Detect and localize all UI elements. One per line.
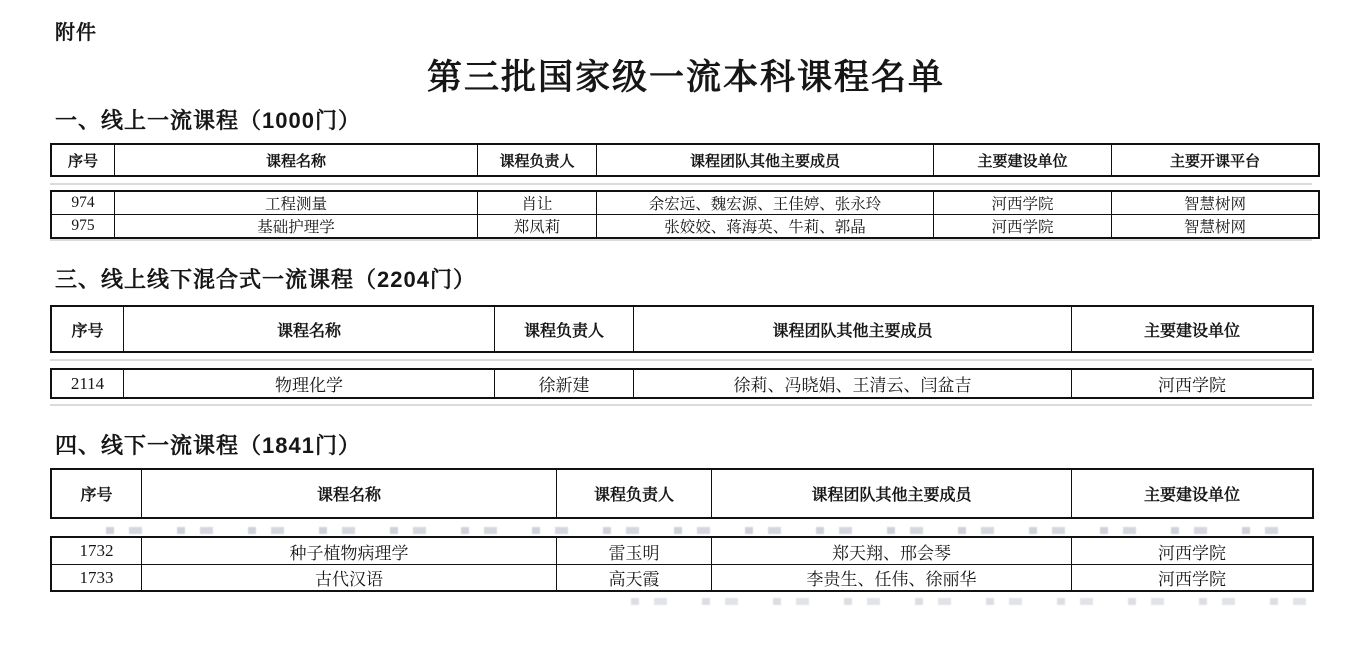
cropped-row-artifact	[620, 598, 1310, 605]
cell-team-members: 徐莉、冯晓娟、王清云、闫盆吉	[634, 370, 1072, 397]
table-row	[52, 564, 1312, 590]
cell-institution: 河西学院	[1158, 376, 1226, 395]
attachment-label: 附件	[55, 22, 97, 44]
cell-team-members: 郑天翔、邢会琴	[712, 538, 1072, 564]
section-4-heading: 四、线下一流课程（1841门）	[55, 433, 361, 458]
section-3-header-table	[50, 305, 1314, 353]
header-cell-platform: 主要开课平台	[1169, 152, 1260, 170]
table-header-row	[52, 145, 1318, 175]
cell-serial: 974	[52, 192, 115, 214]
header-cell-course-name: 课程名称	[142, 470, 557, 517]
page-break-artifact	[50, 404, 1312, 406]
page-break-artifact	[50, 239, 1312, 241]
section-1-data-table	[50, 190, 1320, 239]
table-row	[52, 370, 1312, 397]
cell-team-members: 张姣姣、蒋海英、牛莉、郭晶	[597, 214, 934, 237]
cell-platform: 智慧树网	[1112, 214, 1318, 237]
table-row	[52, 192, 1318, 214]
cell-institution: 河西学院	[1158, 543, 1226, 563]
header-cell-course-leader: 课程负责人	[478, 145, 597, 175]
header-cell-course-name: 课程名称	[124, 307, 495, 351]
header-cell-course-leader: 课程负责人	[495, 307, 634, 351]
table-header-row	[52, 470, 1312, 517]
cell-serial: 975	[52, 214, 115, 237]
cell-institution: 河西学院	[934, 214, 1112, 237]
cell-course-name: 物理化学	[124, 370, 495, 397]
header-cell-serial: 序号	[52, 307, 124, 351]
cell-institution: 河西学院	[1072, 564, 1312, 590]
header-cell-serial: 序号	[52, 470, 142, 517]
header-cell-team-members: 课程团队其他主要成员	[634, 307, 1072, 351]
cell-course-leader: 徐新建	[495, 370, 634, 397]
table-header-row	[52, 307, 1312, 351]
cell-serial: 2114	[52, 370, 124, 397]
cell-course-name: 古代汉语	[142, 564, 557, 590]
section-1-header-table	[50, 143, 1320, 177]
cell-serial: 1733	[52, 564, 142, 590]
header-cell-team-members: 课程团队其他主要成员	[712, 470, 1072, 517]
section-3-heading: 三、线上线下混合式一流课程（2204门）	[55, 267, 476, 292]
cell-serial: 1732	[52, 538, 142, 564]
header-cell-serial: 序号	[52, 145, 115, 175]
cell-course-name: 工程测量	[115, 192, 478, 214]
header-cell-course-leader: 课程负责人	[557, 470, 712, 517]
header-cell-course-name: 课程名称	[115, 145, 478, 175]
cell-course-leader: 高天霞	[557, 564, 712, 590]
cell-course-name: 种子植物病理学	[142, 538, 557, 564]
page-break-artifact	[50, 183, 1312, 185]
section-3-data-table	[50, 368, 1314, 399]
header-cell-team-members: 课程团队其他主要成员	[597, 145, 934, 175]
cell-course-leader: 雷玉明	[557, 538, 712, 564]
cell-platform: 智慧树网	[1183, 196, 1246, 213]
header-cell-institution: 主要建设单位	[1143, 322, 1240, 340]
page-break-artifact	[50, 359, 1312, 361]
cropped-row-artifact	[95, 527, 1305, 534]
page-title: 第三批国家级一流本科课程名单	[426, 58, 945, 97]
cell-course-leader: 肖让	[478, 192, 597, 214]
header-cell-institution: 主要建设单位	[1143, 487, 1240, 504]
section-4-data-table	[50, 536, 1314, 592]
header-cell-institution: 主要建设单位	[934, 145, 1112, 175]
cell-course-leader: 郑凤莉	[478, 214, 597, 237]
cell-team-members: 李贵生、任伟、徐丽华	[712, 564, 1072, 590]
section-1-heading: 一、线上一流课程（1000门）	[55, 108, 361, 133]
cell-course-name: 基础护理学	[115, 214, 478, 237]
cell-institution: 河西学院	[934, 192, 1112, 214]
table-row	[52, 214, 1318, 237]
table-row	[52, 538, 1312, 564]
cell-team-members: 余宏远、魏宏源、王佳婷、张永玲	[597, 192, 934, 214]
section-4-header-table	[50, 468, 1314, 519]
